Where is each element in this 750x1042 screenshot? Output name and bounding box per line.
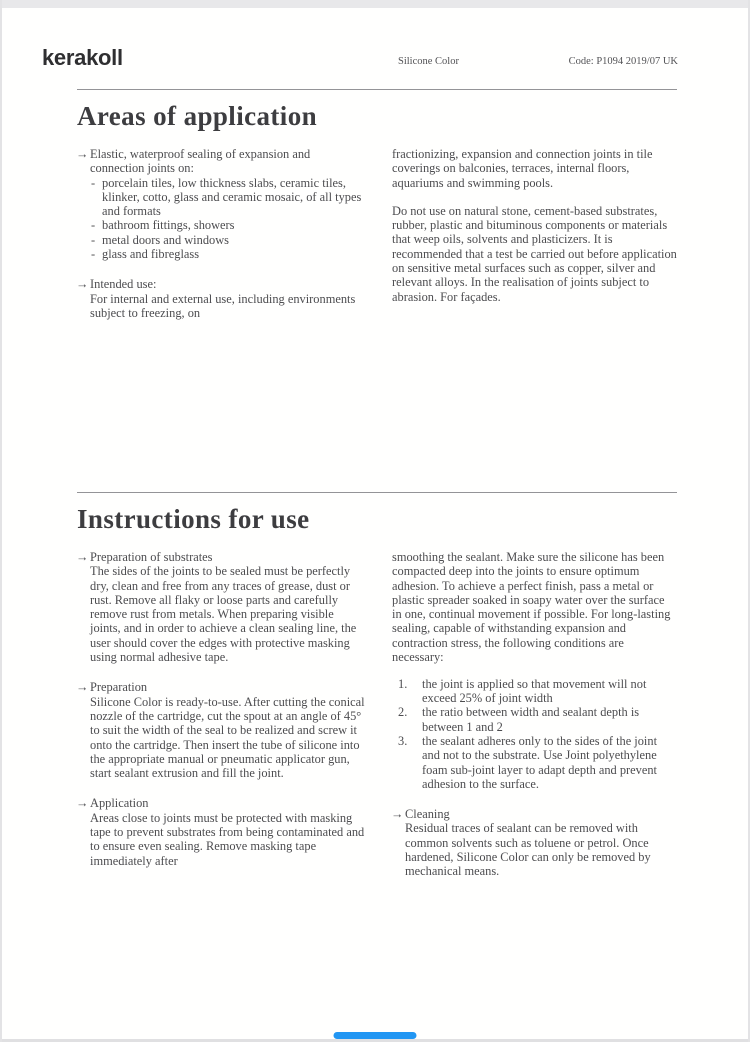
instructions-left-column bbox=[77, 550, 365, 868]
list-item bbox=[90, 233, 365, 247]
bullet-block-preparation-substrates bbox=[77, 550, 365, 664]
bullet-block-sealing bbox=[77, 147, 365, 261]
arrow-bullet-icon: → bbox=[391, 807, 404, 822]
section-divider bbox=[77, 492, 677, 493]
numbered-item bbox=[392, 677, 677, 706]
section-title-instructions: Instructions for use bbox=[77, 504, 310, 534]
bullet-text bbox=[90, 147, 365, 261]
bullet-lead: Elastic, waterproof sealing of expansion and connection joints on: bbox=[90, 147, 311, 176]
bullet-lead: Preparation of substrates bbox=[90, 550, 213, 564]
item-number: 1. bbox=[398, 676, 408, 691]
section-areas-of-application bbox=[77, 89, 677, 320]
list-item bbox=[90, 176, 365, 219]
areas-right-column bbox=[392, 147, 677, 316]
paragraph: Residual traces of sealant can be removed with common solvents such as toluene or petrol. Once hardened, Silicone Color can only be removed by mechanical means. bbox=[405, 821, 651, 879]
list-item bbox=[90, 247, 365, 261]
section-title-areas: Areas of application bbox=[77, 101, 318, 131]
paragraph: Areas close to joints must be protected with masking tape to prevent substrates from being contaminated and to ensure even sealing. Remove masking tape immediately after bbox=[90, 810, 365, 868]
bullet-lead: Application bbox=[90, 796, 149, 811]
arrow-bullet-icon: → bbox=[76, 550, 89, 564]
instructions-right-column bbox=[392, 550, 677, 879]
arrow-bullet-icon: → bbox=[76, 277, 89, 292]
numbered-item-text: the sealant adheres only to the sides of the joint and not to the substrate. Use Joint polyethylene foam sub-joint layer to adapt depth and prevent adhesion to the surface. bbox=[422, 733, 658, 791]
paragraph: Do not use on natural stone, cement-based substrates, rubber, plastic and bituminous components or materials that weep oils, solvents and plasticizers. It is recommended that a test be carried out before application on sensitive metal surfaces such as copper, silver and relevant alloys. In the realisation of joints subject to abrasion. For façades. bbox=[392, 203, 677, 304]
bullet-lead: Cleaning bbox=[405, 807, 450, 822]
bullet-text bbox=[90, 277, 365, 320]
bottom-accent-bar bbox=[334, 1032, 417, 1039]
dash-bullet-icon: - bbox=[91, 175, 96, 190]
section-divider bbox=[77, 89, 677, 90]
dash-bullet-icon: - bbox=[91, 218, 96, 233]
arrow-bullet-icon: → bbox=[76, 147, 89, 161]
bullet-block-cleaning bbox=[392, 807, 677, 878]
paragraph: smoothing the sealant. Make sure the silicone has been compacted deep into the joints to ensure optimum adhesion. To achieve a perfect finish, pass a metal or plastic spreader soaked in soapy water over the surface in one, continual movement if possible. For long-lasting sealing, capable of withstanding expansion and contraction stress, the following conditions are necessary: bbox=[392, 550, 671, 665]
kerakoll-logo: kerakoll bbox=[42, 45, 123, 70]
bullet-text bbox=[405, 807, 677, 878]
list-item bbox=[90, 218, 365, 232]
bullet-text bbox=[90, 796, 365, 867]
paragraph: Silicone Color is ready-to-use. After cutting the conical nozzle of the cartridge, cut the spout at an angle of 45° to suit the width of the seal to be realized and screw it onto the cartridge. Then insert the tube of silicone into the appropriate manual or pneumatic applicator gun, start sealant extrusion and fill the joint. bbox=[90, 694, 365, 781]
list-item-text: porcelain tiles, low thickness slabs, ceramic tiles, klinker, cotto, glass and ceramic mosaic, of all types and formats bbox=[102, 175, 362, 219]
item-number: 2. bbox=[398, 705, 408, 720]
areas-left-column bbox=[77, 147, 365, 320]
numbered-item-text: the joint is applied so that movement will not exceed 25% of joint width bbox=[422, 676, 647, 706]
document-title: Silicone Color bbox=[398, 56, 459, 67]
document-code: Code: P1094 2019/07 UK bbox=[568, 56, 678, 67]
arrow-bullet-icon: → bbox=[76, 680, 89, 695]
paragraph: The sides of the joints to be sealed must be perfectly dry, clean and free from any traces of grease, dust or rust. Remove all flaky or loose parts and carefully remove rust from metals. When preparing visible joints, and in order to achieve a clean sealing line, the user should cover the edges with protective masking using normal adhesive tape. bbox=[90, 564, 357, 665]
dash-bullet-icon: - bbox=[91, 247, 96, 262]
item-number: 3. bbox=[398, 733, 408, 748]
bullet-block-application bbox=[77, 796, 365, 867]
numbered-item bbox=[392, 734, 677, 791]
numbered-item bbox=[392, 705, 677, 734]
dash-bullet-icon: - bbox=[91, 232, 96, 247]
list-item-text: glass and fibreglass bbox=[102, 247, 200, 262]
arrow-bullet-icon: → bbox=[76, 796, 89, 811]
section-instructions-for-use bbox=[77, 492, 677, 879]
paragraph: fractionizing, expansion and connection joints in tile coverings on balconies, terraces, internal floors, aquariums and swimming pools. bbox=[392, 147, 653, 190]
bullet-block-preparation bbox=[77, 680, 365, 780]
list-item-text: metal doors and windows bbox=[102, 232, 229, 247]
document-header bbox=[2, 0, 748, 90]
paragraph: For internal and external use, including environments subject to freezing, on bbox=[90, 291, 356, 320]
two-column-layout bbox=[77, 147, 677, 320]
bullet-lead: Preparation bbox=[90, 680, 148, 695]
numbered-item-text: the ratio between width and sealant depth is between 1 and 2 bbox=[422, 705, 640, 734]
list-item-text: bathroom fittings, showers bbox=[102, 218, 235, 233]
bullet-lead: Intended use: bbox=[90, 277, 157, 292]
bullet-text bbox=[90, 550, 365, 664]
two-column-layout bbox=[77, 550, 677, 879]
bullet-text bbox=[90, 680, 365, 780]
bullet-block-intended-use bbox=[77, 277, 365, 320]
